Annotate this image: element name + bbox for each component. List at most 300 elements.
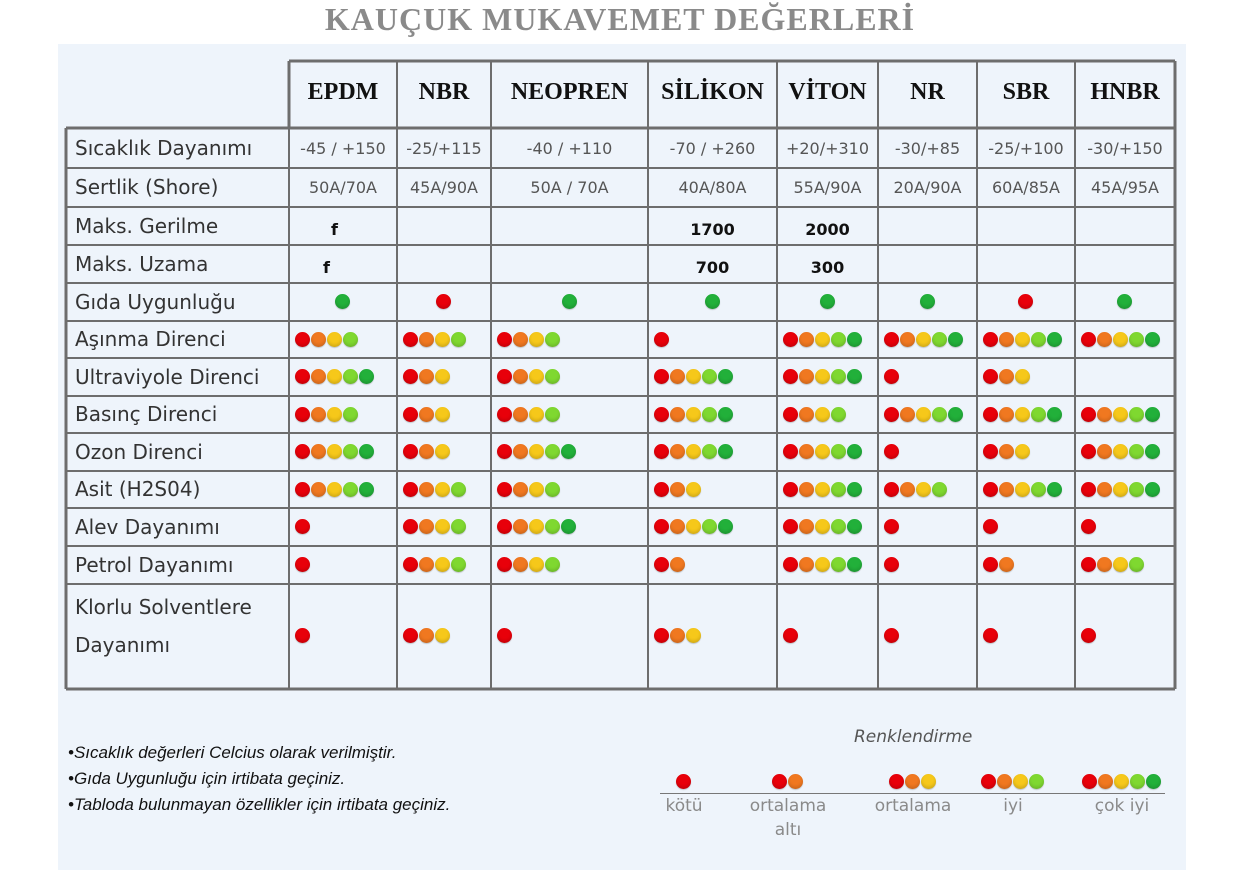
value-cell [977, 245, 1075, 283]
rating-dot [335, 294, 350, 309]
rating-dot [847, 332, 862, 347]
rating-dot [884, 407, 899, 422]
rating-dot [545, 482, 560, 497]
row-label: Klorlu Solventlere Dayanımı [75, 595, 252, 657]
rating-dot [916, 332, 931, 347]
rating-dot [884, 369, 899, 384]
rating-dot [1097, 557, 1112, 572]
rating-dots [1081, 407, 1160, 422]
rating-dots [1081, 628, 1096, 643]
rating-dot [435, 332, 450, 347]
rating-dot [403, 407, 418, 422]
value-cell [977, 207, 1075, 245]
rating-dot [847, 444, 862, 459]
rating-dot [451, 557, 466, 572]
rating-dot [932, 407, 947, 422]
rating-dot [983, 369, 998, 384]
rating-dot [997, 774, 1012, 789]
rating-dot [983, 519, 998, 534]
rating-dot [654, 482, 669, 497]
value-cell [397, 207, 491, 245]
rating-dot [983, 628, 998, 643]
rating-dot [831, 369, 846, 384]
rating-dot [999, 557, 1014, 572]
rating-dot [561, 519, 576, 534]
value-cell [397, 245, 491, 283]
value-cell [878, 207, 977, 245]
rating-dot [403, 482, 418, 497]
rating-dot [529, 482, 544, 497]
rating-dot [419, 628, 434, 643]
value-cell: -25/+115 [406, 138, 482, 158]
rating-dot [311, 444, 326, 459]
rating-dot [1129, 482, 1144, 497]
rating-dot [884, 557, 899, 572]
value-cell: -70 / +260 [669, 138, 756, 158]
rating-dot [1031, 482, 1046, 497]
food-suitability-dot [436, 294, 451, 309]
rating-dot [513, 444, 528, 459]
rating-dots [884, 519, 899, 534]
rating-dot [513, 407, 528, 422]
rating-dot [451, 482, 466, 497]
rating-dots [295, 444, 374, 459]
rating-dot [1047, 482, 1062, 497]
rating-dot [295, 444, 310, 459]
rating-dot [799, 369, 814, 384]
footnote: •Gıda Uygunluğu için irtibata geçiniz. [68, 769, 346, 788]
rating-dots [654, 482, 701, 497]
rating-dot [783, 557, 798, 572]
rating-dot [654, 557, 669, 572]
rating-dots [783, 628, 798, 643]
rating-dot [783, 369, 798, 384]
rating-dots [295, 628, 310, 643]
rating-dot [1047, 407, 1062, 422]
rating-dot [820, 294, 835, 309]
rating-dot [783, 519, 798, 534]
rating-dots [884, 407, 963, 422]
rating-dot [435, 369, 450, 384]
rating-dot [999, 332, 1014, 347]
row-label: Ozon Direnci [75, 440, 203, 464]
rating-dot [403, 519, 418, 534]
rating-dot [513, 332, 528, 347]
rating-dot [1047, 332, 1062, 347]
value-cell: 45A/90A [410, 178, 478, 197]
rating-dot [718, 407, 733, 422]
rating-dots [497, 369, 560, 384]
rating-dot [847, 557, 862, 572]
rating-dot [1081, 482, 1096, 497]
rating-dot [847, 519, 862, 534]
rating-dots [403, 628, 450, 643]
value-cell [1075, 245, 1175, 283]
rating-dot [884, 519, 899, 534]
rating-dot [529, 519, 544, 534]
rating-dot [497, 519, 512, 534]
rating-dot [403, 332, 418, 347]
rating-dot [999, 444, 1014, 459]
rating-dot [343, 444, 358, 459]
rating-dot [654, 444, 669, 459]
rating-dot [686, 369, 701, 384]
rating-dot [529, 407, 544, 422]
value-cell: 2000 [805, 219, 850, 239]
rating-dot [419, 557, 434, 572]
rating-dot [983, 482, 998, 497]
rating-dot [435, 519, 450, 534]
rating-dot [654, 332, 669, 347]
rating-dots [403, 444, 450, 459]
rating-dots [983, 369, 1030, 384]
rating-dot [295, 482, 310, 497]
rating-dot [1081, 519, 1096, 534]
rating-dot [327, 407, 342, 422]
value-cell [1075, 207, 1175, 245]
value-cell: -30/+85 [894, 138, 961, 158]
legend-dots [772, 774, 803, 789]
rating-dot [799, 557, 814, 572]
rating-dot [1015, 482, 1030, 497]
row-label: Maks. Gerilme [75, 214, 219, 238]
rating-dot [1129, 444, 1144, 459]
column-header: SBR [1002, 79, 1050, 105]
rating-dot [815, 444, 830, 459]
food-suitability-dot [335, 294, 350, 309]
rating-dot [815, 519, 830, 534]
rating-dot [815, 332, 830, 347]
rating-dot [435, 407, 450, 422]
rating-dot [435, 444, 450, 459]
rating-dot [831, 557, 846, 572]
footnote: •Sıcaklık değerleri Celcius olarak verilmiştir. [68, 743, 397, 762]
rating-dot [799, 519, 814, 534]
legend-label: çok iyi [1094, 796, 1150, 816]
rating-dots [295, 557, 310, 572]
value-cell: 55A/90A [793, 178, 862, 197]
rating-dot [529, 332, 544, 347]
rating-dot [1113, 407, 1128, 422]
rating-dot [435, 628, 450, 643]
rating-dot [1031, 407, 1046, 422]
value-cell [491, 207, 648, 245]
rating-dots [1081, 482, 1160, 497]
rating-dot [999, 369, 1014, 384]
food-suitability-dot [1117, 294, 1132, 309]
rating-dot [1015, 407, 1030, 422]
rating-dot [670, 407, 685, 422]
value-cell: 1700 [690, 219, 735, 239]
rating-dot [419, 369, 434, 384]
rating-dot [718, 519, 733, 534]
rating-dots [783, 557, 862, 572]
rating-dot [916, 482, 931, 497]
rating-dot [1129, 332, 1144, 347]
row-label: Ultraviyole Direnci [75, 365, 260, 389]
rating-dot [1098, 774, 1113, 789]
rating-dot [799, 407, 814, 422]
rating-dot [783, 407, 798, 422]
rating-dot [815, 407, 830, 422]
rating-dots [1081, 557, 1144, 572]
rating-dots [497, 519, 576, 534]
rating-dots [884, 332, 963, 347]
rating-dots [403, 332, 466, 347]
value-cell: -30/+150 [1087, 138, 1163, 158]
page-title: KAUÇUK MUKAVEMET DEĞERLERİ [324, 1, 916, 37]
rating-dot [295, 407, 310, 422]
rating-dot [702, 369, 717, 384]
rating-dot [799, 482, 814, 497]
rating-dot [1015, 369, 1030, 384]
rating-dot [545, 369, 560, 384]
rating-dots [983, 628, 998, 643]
legend-label: kötü [665, 796, 703, 816]
rating-dot [1129, 557, 1144, 572]
rating-dot [419, 519, 434, 534]
rating-dot [815, 557, 830, 572]
rating-dots [497, 628, 512, 643]
rating-dot [686, 444, 701, 459]
rating-dot [932, 332, 947, 347]
row-label: Aşınma Direnci [75, 327, 226, 351]
rating-dot [1113, 444, 1128, 459]
value-cell: f [323, 257, 330, 277]
rating-dot [1145, 332, 1160, 347]
rating-dot [783, 332, 798, 347]
rating-dot [1145, 482, 1160, 497]
rating-dot [670, 444, 685, 459]
rating-dots [1081, 444, 1160, 459]
rating-dot [670, 557, 685, 572]
row-label: Sıcaklık Dayanımı [75, 136, 253, 160]
rating-dot [403, 444, 418, 459]
rating-dot [327, 444, 342, 459]
value-cell: -25/+100 [988, 138, 1064, 158]
rating-dot [718, 369, 733, 384]
rating-dots [783, 519, 862, 534]
rating-dot [654, 407, 669, 422]
rating-dot [497, 407, 512, 422]
value-cell: -40 / +110 [526, 138, 613, 158]
rating-dot [311, 332, 326, 347]
value-cell [491, 245, 648, 283]
rating-dot [561, 444, 576, 459]
rating-dot [343, 369, 358, 384]
rating-dot [529, 444, 544, 459]
rating-dot [900, 482, 915, 497]
rating-dot [1113, 482, 1128, 497]
rating-dot [686, 519, 701, 534]
row-label: Basınç Direnci [75, 402, 218, 426]
value-cell: 60A/85A [992, 178, 1060, 197]
rating-dot [702, 444, 717, 459]
column-header: NEOPREN [510, 79, 629, 105]
rating-dot [435, 557, 450, 572]
rating-dot [497, 444, 512, 459]
legend-label: iyi [1003, 796, 1023, 816]
rating-dots [403, 519, 466, 534]
rating-dot [343, 482, 358, 497]
rating-dots [403, 407, 450, 422]
rating-dot [545, 557, 560, 572]
rating-dot [1013, 774, 1028, 789]
footnote: •Tabloda bulunmayan özellikler için irtibata geçiniz. [68, 795, 451, 814]
rating-dots [295, 332, 358, 347]
rating-dot [921, 774, 936, 789]
value-cell: +20/+310 [785, 138, 870, 158]
column-header: NR [910, 79, 945, 105]
value-cell [878, 245, 977, 283]
rating-dot [403, 369, 418, 384]
value-cell: 50A/70A [309, 178, 377, 197]
rating-dot [981, 774, 996, 789]
rating-dot [900, 332, 915, 347]
rating-dot [1113, 332, 1128, 347]
rating-dot [1145, 407, 1160, 422]
rating-dot [654, 628, 669, 643]
food-suitability-dot [1018, 294, 1033, 309]
rating-dots [884, 557, 899, 572]
row-label: Gıda Uygunluğu [75, 290, 236, 314]
value-cell: 50A / 70A [530, 178, 609, 197]
rating-dot [545, 407, 560, 422]
row-label: Asit (H2S04) [75, 477, 201, 501]
rating-dots [654, 407, 733, 422]
rating-dot [884, 628, 899, 643]
rating-dot [900, 407, 915, 422]
rating-dot [884, 332, 899, 347]
rating-dot [983, 557, 998, 572]
rating-dots [983, 407, 1062, 422]
rating-dot [905, 774, 920, 789]
rating-dot [847, 369, 862, 384]
row-label: Sertlik (Shore) [75, 175, 219, 199]
rating-dot [676, 774, 691, 789]
rating-dot [702, 519, 717, 534]
rating-dot [327, 369, 342, 384]
rating-dot [295, 519, 310, 534]
row-label: Maks. Uzama [75, 252, 209, 276]
column-header: NBR [418, 79, 470, 105]
value-cell: -45 / +150 [300, 138, 386, 158]
rating-dots [403, 482, 466, 497]
food-suitability-dot [820, 294, 835, 309]
legend-label: ortalama [874, 796, 952, 816]
rating-dot [419, 332, 434, 347]
row-label: Petrol Dayanımı [75, 553, 234, 577]
food-suitability-dot [562, 294, 577, 309]
rating-dot [403, 557, 418, 572]
row-label: Alev Dayanımı [75, 515, 220, 539]
rating-dots [783, 369, 862, 384]
rating-dots [783, 407, 846, 422]
rating-dot [783, 444, 798, 459]
rating-dot [1081, 332, 1096, 347]
rating-dots [1081, 332, 1160, 347]
footnotes [68, 740, 450, 818]
rating-dots [295, 407, 358, 422]
rating-dots [654, 369, 733, 384]
rating-dot [1081, 407, 1096, 422]
rating-dot [327, 482, 342, 497]
rating-dot [513, 519, 528, 534]
rating-dot [497, 628, 512, 643]
rating-dot [497, 557, 512, 572]
rating-dot [1015, 332, 1030, 347]
rating-dots [654, 332, 669, 347]
rating-dot [983, 407, 998, 422]
rating-dots [654, 519, 733, 534]
rating-dot [311, 482, 326, 497]
rating-dot [1097, 444, 1112, 459]
food-suitability-dot [920, 294, 935, 309]
rating-dot [1029, 774, 1044, 789]
rating-dots [654, 628, 701, 643]
rating-dot [670, 519, 685, 534]
rating-dot [788, 774, 803, 789]
rating-dot [654, 369, 669, 384]
rating-dots [497, 482, 560, 497]
rating-dot [359, 444, 374, 459]
rating-dot [932, 482, 947, 497]
rating-dots [654, 444, 733, 459]
rating-dot [497, 369, 512, 384]
rating-dot [799, 332, 814, 347]
rating-dot [311, 369, 326, 384]
rating-dot [1117, 294, 1132, 309]
rating-dot [999, 407, 1014, 422]
rating-dot [983, 444, 998, 459]
legend-dots [981, 774, 1044, 789]
column-header: VİTON [788, 79, 867, 105]
rating-dot [1081, 444, 1096, 459]
rating-dot [916, 407, 931, 422]
rating-dots [884, 369, 899, 384]
rating-dot [545, 444, 560, 459]
rating-dot [999, 482, 1014, 497]
rating-dot [1145, 444, 1160, 459]
rating-dot [295, 557, 310, 572]
rating-dot [451, 332, 466, 347]
column-header: EPDM [307, 79, 379, 105]
rating-dot [327, 332, 342, 347]
rating-dot [670, 369, 685, 384]
rating-dot [1097, 482, 1112, 497]
rating-dot [783, 482, 798, 497]
rating-dot [359, 482, 374, 497]
value-cell: 700 [695, 257, 730, 277]
rating-dot [529, 557, 544, 572]
rating-dot [831, 444, 846, 459]
rating-dots [783, 332, 862, 347]
rating-dot [1082, 774, 1097, 789]
rating-dots [497, 407, 560, 422]
rating-dot [295, 628, 310, 643]
rating-dot [983, 332, 998, 347]
rating-dots [884, 628, 899, 643]
rating-dot [1146, 774, 1161, 789]
rating-dot [497, 482, 512, 497]
rating-dot [545, 519, 560, 534]
rating-dot [718, 444, 733, 459]
rating-dot [513, 369, 528, 384]
rating-dot [920, 294, 935, 309]
value-cell: 300 [810, 257, 845, 277]
rating-dot [815, 369, 830, 384]
rating-dot [815, 482, 830, 497]
